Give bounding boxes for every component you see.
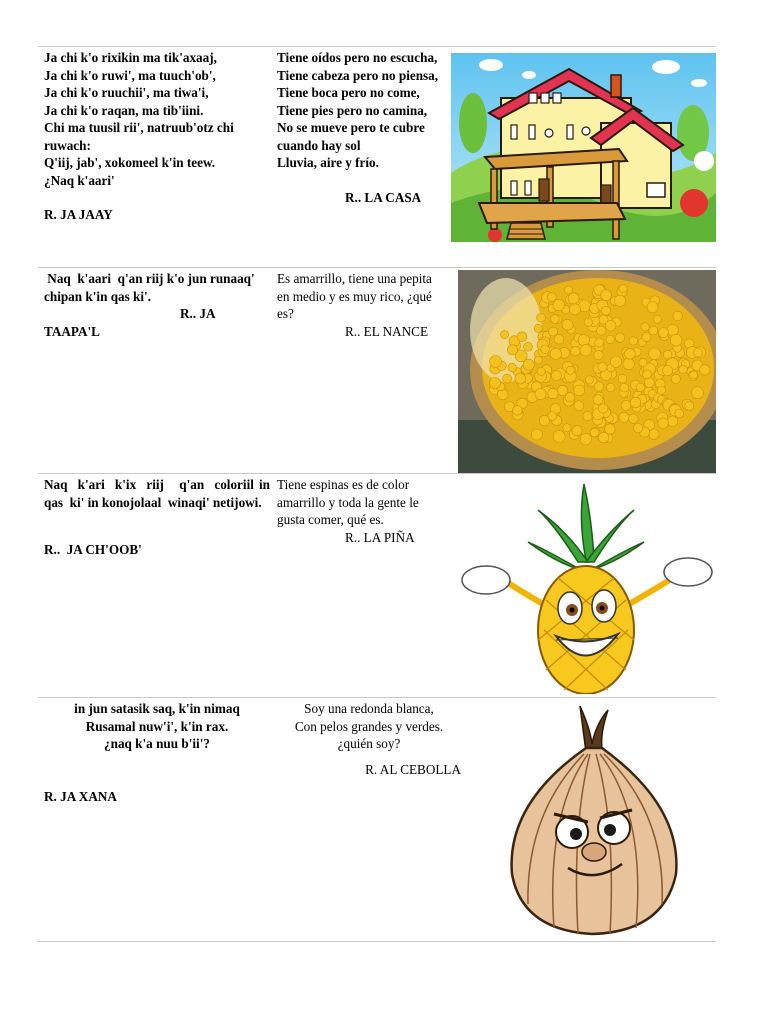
nance-fruit — [534, 324, 542, 332]
nance-fruit — [690, 371, 698, 379]
nance-fruit — [594, 382, 603, 391]
nance-fruit — [501, 331, 509, 339]
spanish-answer: R.. LA CASA — [345, 189, 422, 205]
spanish-riddle-text — [277, 700, 461, 778]
nance-fruit — [619, 412, 629, 422]
kiche-line: Q'iij, jab', xokomeel k'in teew. — [44, 155, 216, 170]
nance-fruit — [657, 386, 665, 394]
nance-fruit — [583, 411, 592, 420]
nance-fruit — [675, 409, 684, 418]
kiche-riddle-text — [44, 476, 274, 559]
nance-fruit — [642, 332, 651, 341]
nance-fruit — [574, 401, 584, 411]
kiche-riddle-text — [44, 700, 270, 805]
kiche-riddle-text — [44, 270, 270, 340]
nance-fruit — [578, 334, 589, 345]
nance-fruit — [553, 299, 565, 311]
nance-fruit — [602, 306, 611, 315]
kiche-line: Ja chi k'o rixikin ma tik'axaaj, — [44, 50, 217, 65]
nance-fruit — [694, 348, 703, 357]
nance-fruit — [523, 359, 534, 370]
nance-fruit — [553, 431, 565, 443]
kiche-line: in jun satasik saq, k'in nimaq — [74, 701, 240, 716]
nance-fruit — [629, 337, 638, 346]
spanish-line: No se mueve pero te cubre cuando hay sol — [277, 120, 425, 153]
nance-fruit — [605, 424, 615, 434]
nance-fruit — [568, 293, 579, 304]
nance-fruit — [584, 318, 592, 326]
nance-fruit — [643, 370, 652, 379]
nance-fruit — [599, 315, 608, 324]
nance-fruit — [614, 295, 625, 306]
nance-fruit — [507, 345, 517, 355]
nance-fruit — [580, 434, 591, 445]
nance-fruit — [503, 374, 512, 383]
nance-fruit — [571, 346, 581, 356]
spanish-line: ¿quién soy? — [337, 736, 401, 751]
nance-fruit — [574, 385, 585, 396]
nance-fruit — [597, 326, 606, 335]
nance-fruit — [649, 326, 658, 335]
kiche-riddle-text — [44, 49, 270, 224]
nance-fruit — [647, 302, 658, 313]
nance-fruit — [653, 315, 661, 323]
nance-fruit — [595, 338, 604, 347]
nance-fruit — [554, 334, 564, 344]
kiche-line: ¿Naq k'aari' — [44, 172, 115, 188]
nance-fruit — [649, 429, 659, 439]
nance-fruit — [490, 378, 501, 389]
house-illustration — [451, 53, 716, 242]
nance-fruit — [551, 371, 561, 381]
spanish-riddle-text — [277, 49, 447, 206]
nance-fruit — [548, 412, 557, 421]
spanish-line: Tiene pies pero no camina, — [277, 102, 428, 118]
onion-cartoon — [476, 704, 712, 940]
nance-fruit — [601, 290, 612, 301]
kiche-line: Rusamal nuw'i', k'in rax. — [85, 718, 229, 734]
nance-fruit — [537, 313, 546, 322]
riddle-row-pineapple — [38, 473, 716, 697]
spanish-answer: R.. EL NANCE — [345, 323, 429, 339]
spanish-line: Lluvia, aire y frío. — [277, 155, 379, 170]
nance-fruit — [615, 333, 624, 342]
nance-fruit — [535, 389, 546, 400]
nance-fruit — [537, 367, 545, 375]
nance-fruit — [663, 366, 673, 376]
kiche-line: Naq k'aari q'an riij k'o jun runaaq' chipan k'in qas ki'. — [44, 271, 258, 304]
nance-fruit — [594, 350, 603, 359]
nance-fruit — [550, 315, 559, 324]
kiche-line: Ja chi k'o ruuchii', ma tiwa'i, — [44, 85, 209, 100]
nance-fruit — [629, 414, 639, 424]
nance-fruit — [585, 376, 593, 384]
nance-fruit — [524, 342, 533, 351]
nance-fruit — [630, 397, 641, 408]
nance-fruit — [566, 366, 574, 374]
nance-fruit — [658, 418, 669, 429]
nance-fruit — [620, 383, 629, 392]
spanish-riddle-text — [277, 476, 447, 546]
nance-fruit — [565, 286, 573, 294]
pineapple-cartoon — [458, 480, 716, 694]
nance-fruit — [562, 319, 573, 330]
nance-fruit — [625, 348, 636, 359]
riddle-row-house — [38, 46, 716, 267]
nance-fruit — [508, 363, 517, 372]
nance-fruit — [618, 374, 627, 383]
kiche-line: Chi ma tuusil rii', natruub'otz chi ruwach: — [44, 120, 234, 153]
spanish-line: Tiene boca pero no come, — [277, 85, 420, 100]
riddle-table — [38, 46, 716, 942]
kiche-answer: TAAPA'L — [44, 323, 100, 339]
kiche-answer: R.. JA CH'OOB' — [44, 542, 142, 557]
kiche-answer: R.. JA — [180, 306, 216, 321]
spanish-line: Tiene espinas es de color amarrillo y toda la gente le gusta comer, qué es. — [277, 477, 419, 527]
spanish-line: Es amarrillo, tiene una pepita en medio y es muy rico, ¿qué es? — [277, 271, 432, 321]
kiche-answer: R. JA XANA — [44, 788, 117, 804]
nance-fruit — [634, 424, 643, 433]
riddle-row-onion — [38, 697, 716, 942]
nance-fruit — [649, 348, 661, 360]
nance-fruit — [598, 362, 607, 371]
nance-fruit — [606, 383, 615, 392]
riddle-row-nance — [38, 267, 716, 473]
spanish-line: Tiene oídos pero no escucha, — [277, 50, 438, 65]
nance-fruit — [658, 328, 668, 338]
nance-fruit — [670, 334, 682, 346]
nance-fruit — [679, 365, 687, 373]
nance-fruit — [593, 395, 603, 405]
nance-fruit — [563, 424, 571, 432]
spanish-answer: R. AL CEBOLLA — [365, 761, 461, 777]
nance-fruit — [673, 311, 683, 321]
spanish-line: Con pelos grandes y verdes. — [294, 718, 444, 734]
nance-fruit — [671, 374, 680, 383]
nance-fruit — [569, 304, 580, 315]
nance-fruit — [572, 425, 582, 435]
nance-fruit — [623, 358, 634, 369]
nance-fruit — [534, 356, 542, 364]
spanish-answer: R.. LA PIÑA — [345, 529, 415, 545]
nance-fruit — [517, 332, 527, 342]
kiche-line: Naq k'ari k'ix riij q'an coloriil in qas ki' in konojolaal winaqi' netijowi. — [44, 477, 274, 510]
nance-fruit — [663, 350, 672, 359]
nance-basket-photo — [458, 270, 716, 474]
nance-fruit — [490, 356, 502, 368]
nance-fruit — [565, 393, 574, 402]
spanish-line: Tiene cabeza pero no piensa, — [277, 67, 439, 83]
nance-fruit — [619, 284, 627, 292]
nance-fruit — [610, 356, 621, 367]
nance-fruit — [692, 387, 704, 399]
nance-fruit — [621, 400, 631, 410]
nance-fruit — [550, 348, 561, 359]
nance-fruit — [515, 373, 526, 384]
nance-fruit — [548, 388, 558, 398]
kiche-line: ¿naq k'a nuu b'ii'? — [104, 736, 210, 751]
nance-fruit — [644, 378, 654, 388]
nance-fruit — [700, 365, 710, 375]
nance-fruit — [641, 323, 649, 331]
nance-fruit — [599, 404, 608, 413]
kiche-answer: R. JA JAAY — [44, 207, 113, 222]
nance-fruit — [547, 293, 556, 302]
nance-fruit — [667, 416, 678, 427]
kiche-line: Ja chi k'o ruwi', ma tuuch'ob', — [44, 67, 216, 83]
nance-fruit — [590, 428, 599, 437]
nance-fruit — [541, 345, 550, 354]
spanish-line: Soy una redonda blanca, — [304, 701, 434, 716]
nance-fruit — [685, 401, 694, 410]
kiche-line: Ja chi k'o raqan, ma tib'iini. — [44, 102, 204, 118]
nance-fruit — [636, 383, 645, 392]
spanish-riddle-text — [277, 270, 447, 340]
nance-fruit — [513, 406, 523, 416]
nance-fruit — [639, 358, 647, 366]
nance-fruit — [580, 344, 592, 356]
nance-fruit — [531, 429, 542, 440]
nance-fruit — [606, 335, 614, 343]
